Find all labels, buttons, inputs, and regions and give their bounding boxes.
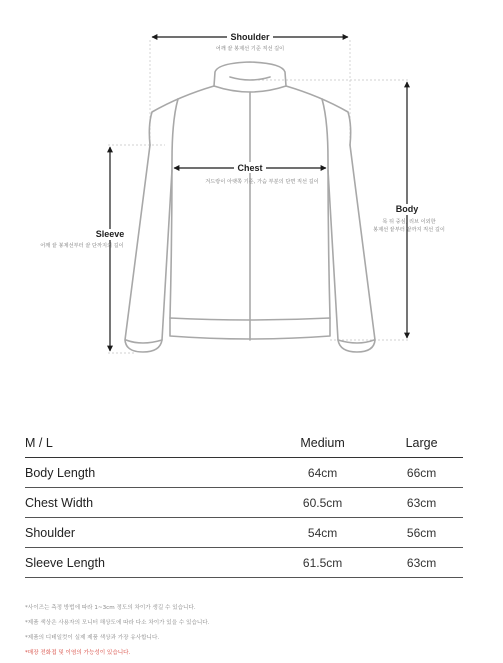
body-label: Body	[395, 204, 419, 214]
note-item: *제품 색상은 사용자의 모니터 해상도에 따라 다소 차이가 있을 수 있습니다.	[25, 620, 210, 626]
body-desc-1: 목 뒤 중심, 리브 이외한	[382, 219, 436, 225]
cell-large: 66cm	[380, 458, 463, 488]
row-name: Body Length	[25, 458, 265, 488]
col-header-large: Large	[380, 428, 463, 458]
measure-arrows	[110, 37, 407, 351]
cell-medium: 60.5cm	[265, 488, 380, 518]
row-name: Sleeve Length	[25, 548, 265, 578]
notes-section	[25, 603, 485, 663]
chest-label: Chest	[237, 163, 263, 173]
size-table	[25, 428, 463, 578]
table-row	[25, 548, 463, 578]
cell-large: 56cm	[380, 518, 463, 548]
table-row	[25, 518, 463, 548]
col-header-medium: Medium	[265, 428, 380, 458]
guide-lines	[108, 40, 410, 353]
body-desc-2: 봉제선 끝부터 끝까지 직선 길이	[373, 227, 445, 233]
note-item-warning: *매장 전화접 및 이염의 가능성이 있습니다.	[25, 650, 131, 656]
row-name: Shoulder	[25, 518, 265, 548]
cell-large: 63cm	[380, 488, 463, 518]
note-item: *사이즈는 측정 방법에 따라 1~3cm 정도의 차이가 생길 수 있습니다.	[25, 605, 196, 611]
shoulder-desc: 어깨 끝 봉제선 기준 직선 길이	[215, 46, 285, 52]
note-item: *제품의 디테일컷이 실제 제품 색상과 가장 유사합니다.	[25, 635, 160, 641]
cell-medium: 61.5cm	[265, 548, 380, 578]
table-row	[25, 458, 463, 488]
sleeve-desc: 어깨 끝 봉제선부터 끝 단까지의 길이	[40, 243, 124, 249]
chest-desc: 겨드랑이 아랫쪽 기준, 가슴 부분의 단면 직선 길이	[205, 179, 319, 185]
cell-large: 63cm	[380, 548, 463, 578]
cell-medium: 64cm	[265, 458, 380, 488]
row-name: Chest Width	[25, 488, 265, 518]
cell-medium: 54cm	[265, 518, 380, 548]
sleeve-label: Sleeve	[95, 229, 125, 239]
col-header-size: M / L	[25, 428, 265, 458]
table-header-row	[25, 428, 463, 458]
table-row	[25, 488, 463, 518]
shoulder-label: Shoulder	[230, 32, 270, 42]
jacket-outline	[125, 62, 375, 352]
